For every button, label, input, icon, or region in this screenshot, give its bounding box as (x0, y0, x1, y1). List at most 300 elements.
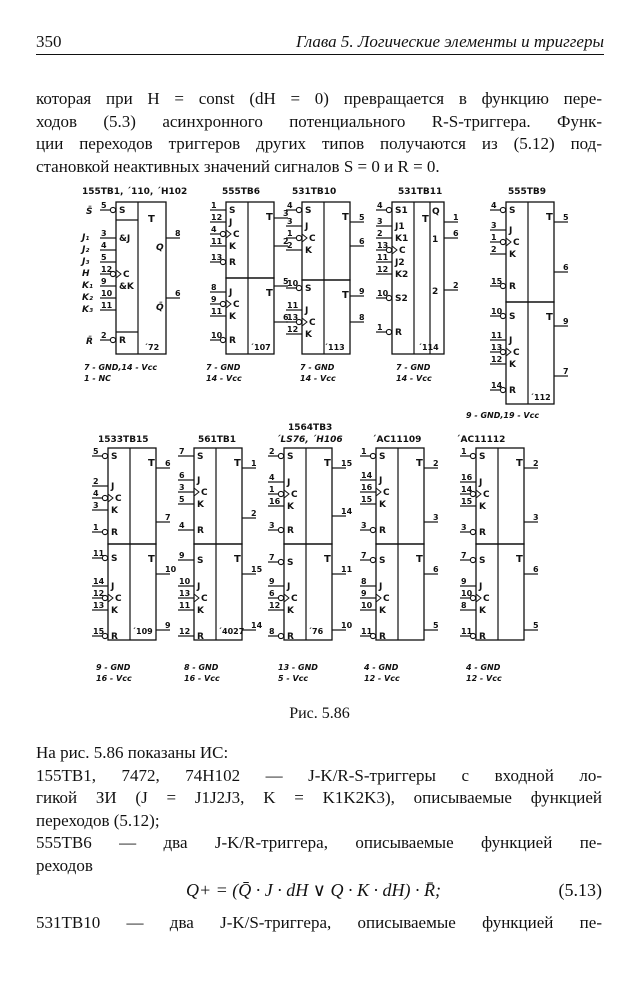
clock-mark (226, 230, 231, 238)
chip-note: 4 - GND (466, 663, 501, 672)
chip-note: 9 - GND (96, 663, 131, 672)
trigger-label: T (234, 554, 241, 565)
pin-number: 6 (453, 229, 459, 238)
pin-number: 12 (211, 213, 223, 222)
pin-label: &K (119, 282, 134, 292)
text-line: На рис. 5.86 показаны ИС: (36, 743, 229, 762)
pin-number: 12 (287, 325, 299, 334)
pin-number: 15 (491, 277, 503, 286)
pin-label: J1 (395, 222, 405, 232)
intro-paragraph (36, 88, 602, 178)
pin-number: 10 (377, 289, 389, 298)
clock-mark (284, 490, 289, 498)
chip-title: 531ТВ10 (292, 187, 337, 197)
trigger-label: T (148, 214, 155, 225)
pin-number: 15 (461, 497, 473, 506)
pin-label: J (229, 288, 233, 298)
inversion-bubble (370, 453, 375, 458)
pin-number: 11 (461, 627, 473, 636)
pin-label: S (305, 206, 312, 216)
inversion-bubble (278, 453, 283, 458)
pin-label: C (233, 300, 240, 310)
pin-label: K (479, 502, 486, 512)
pin-name: H (82, 269, 90, 279)
pin-number: 11 (179, 601, 191, 610)
pin-number: 3 (491, 221, 497, 230)
clock-mark (116, 270, 121, 278)
figure-caption: Рис. 5.86 (289, 705, 350, 722)
pin-number: 10 (361, 601, 373, 610)
pin-label: S1 (395, 206, 408, 216)
pin-label: J (509, 226, 513, 236)
chip-tag: ´4027 (218, 627, 245, 636)
pin-number: 2 (101, 331, 107, 340)
pin-number: 16 (269, 497, 281, 506)
pin-label: K1 (395, 234, 409, 244)
text-line: ции переходов триггеров других типов получаются из (5.12) под- (36, 134, 602, 153)
pin-number: 12 (491, 355, 503, 364)
chip-note: 14 - Vcc (396, 374, 432, 383)
clock-mark (476, 490, 481, 498)
pin-number: 13 (211, 253, 223, 262)
trigger-label: T (516, 458, 523, 469)
pin-label: S (197, 556, 204, 566)
pin-number: 5 (101, 201, 107, 210)
trigger-label: T (324, 458, 331, 469)
body-paragraph (36, 742, 602, 877)
equation-number: (5.13) (558, 880, 602, 900)
pin-name: K₁ (82, 281, 93, 291)
pin-label: J (379, 582, 383, 592)
chip-tag: ´109 (132, 627, 153, 636)
pin-number: 15 (93, 627, 105, 636)
inversion-bubble (110, 207, 115, 212)
pin-label: R (197, 632, 204, 642)
pin-number: 2 (283, 237, 289, 246)
pin-label: K (229, 242, 236, 252)
pin-label: R (111, 528, 118, 538)
pin-number: 1 (461, 447, 467, 456)
chip-note: 7 - GND (300, 363, 335, 372)
chip-title: 1533ТВ15 (98, 435, 149, 445)
inversion-bubble (110, 337, 115, 342)
pin-number: 9 (211, 295, 217, 304)
pin-label: J (305, 222, 309, 232)
chip-note: 4 - GND (364, 663, 399, 672)
chip-note: 12 - Vcc (466, 674, 502, 683)
inversion-bubble (278, 491, 283, 496)
pin-number: 3 (101, 229, 107, 238)
pin-number: 4 (287, 201, 293, 210)
pin-number: 6 (283, 313, 289, 322)
pin-number: 3 (461, 523, 467, 532)
pin-label: S2 (395, 294, 408, 304)
pin-number: 10 (165, 565, 177, 574)
pin-label: S (111, 452, 118, 462)
pin-label: R (287, 526, 294, 536)
pin-label: K2 (395, 270, 409, 280)
trigger-label: T (148, 554, 155, 565)
pin-number: 3 (179, 483, 185, 492)
pin-label: K (509, 250, 516, 260)
pin-number: 14 (461, 485, 473, 494)
pin-number: 13 (93, 601, 105, 610)
chip-note: 9 - GND,19 - Vcc (466, 411, 540, 420)
pin-number: 2 (433, 459, 439, 468)
pin-label: C (399, 246, 406, 256)
inversion-bubble (370, 527, 375, 532)
pin-number: 10 (341, 621, 353, 630)
pin-label: J2 (395, 258, 405, 268)
pin-number: 14 (361, 471, 373, 480)
pin-number: 6 (165, 459, 171, 468)
chip-note: 16 - Vcc (184, 674, 220, 683)
chip-title: 555ТВ6 (222, 187, 261, 197)
pin-label: J (287, 478, 291, 488)
pin-number: 2 (93, 477, 99, 486)
pin-number: 3 (269, 521, 275, 530)
pin-number: 3 (93, 501, 99, 510)
pin-number: 12 (269, 601, 281, 610)
pin-number: 12 (377, 265, 389, 274)
clock-mark (506, 238, 511, 246)
pin-number: 5 (101, 253, 107, 262)
pin-label: C (309, 234, 316, 244)
pin-number: 4 (101, 241, 107, 250)
inversion-bubble (500, 239, 505, 244)
pin-name: J₁ (82, 233, 90, 243)
clock-mark (194, 594, 199, 602)
chip-title: ´AC11109 (372, 435, 422, 445)
chip-tag: ´113 (324, 343, 345, 352)
inversion-bubble (470, 529, 475, 534)
pin-number: 11 (211, 307, 223, 316)
inversion-bubble (470, 557, 475, 562)
pin-label: R (395, 328, 402, 338)
pin-label: K (287, 502, 294, 512)
chip-note: 7 - GND (206, 363, 241, 372)
chapter-title: Глава 5. Логические элементы и триггеры (295, 32, 604, 51)
pin-label: S (509, 312, 516, 322)
pin-number: 4 (269, 473, 275, 482)
chip-note: 5 - Vcc (278, 674, 309, 683)
clock-mark (506, 348, 511, 356)
pin-label: R (287, 632, 294, 642)
pin-number: 14 (341, 507, 353, 516)
pin-number: 14 (491, 381, 503, 390)
pin-number: 8 (211, 283, 217, 292)
pin-number: 5 (433, 621, 439, 630)
pin-number: 5 (179, 495, 185, 504)
text-line: 531ТВ10 — два J-K/S-триггера, описываемые функцией пе- (36, 913, 602, 932)
pin-number: 16 (461, 473, 473, 482)
pin-number: 12 (101, 265, 113, 274)
pin-number: 6 (533, 565, 539, 574)
pin-number: 8 (175, 229, 181, 238)
pin-label: J (479, 582, 483, 592)
pin-number: 8 (461, 601, 467, 610)
trigger-label: T (516, 554, 523, 565)
pin-number: 13 (491, 343, 503, 352)
pin-number: 11 (377, 253, 389, 262)
clock-mark (302, 234, 307, 242)
pin-label: K (305, 246, 312, 256)
trigger-label: T (266, 288, 273, 299)
pin-number: 6 (359, 237, 365, 246)
trigger-label: T (416, 458, 423, 469)
pin-number: 3 (433, 513, 439, 522)
pin-label: C (383, 594, 390, 604)
pin-number: 11 (211, 237, 223, 246)
trigger-label: T (266, 212, 273, 223)
pin-number: 9 (101, 277, 107, 286)
pin-number: 10 (491, 307, 503, 316)
pin-label: K (287, 606, 294, 616)
pin-label: S (379, 556, 386, 566)
text-line: переходов (5.12); (36, 810, 160, 830)
pin-label: S (479, 452, 486, 462)
pin-label: S (509, 206, 516, 216)
pin-label: K (379, 606, 386, 616)
clock-mark (376, 594, 381, 602)
pin-number: 1 (491, 233, 497, 242)
pin-number: 1 (453, 213, 459, 222)
inversion-bubble (296, 207, 301, 212)
pin-number: 2 (377, 229, 383, 238)
trigger-label: T (422, 214, 429, 225)
pin-label: K (197, 500, 204, 510)
pin-label: K (509, 360, 516, 370)
pin-number: 1 (287, 229, 293, 238)
pin-number: 11 (287, 301, 299, 310)
chip-title: 561ТВ1 (198, 435, 237, 445)
pin-number: 7 (165, 513, 171, 522)
chip-note: 7 - GND,14 - Vcc (84, 363, 158, 372)
pin-number: 7 (269, 553, 275, 562)
pin-number: 4 (211, 225, 217, 234)
pin-number: 9 (165, 621, 171, 630)
chip-tag: ´114 (418, 343, 439, 352)
pin-number: 3 (377, 217, 383, 226)
pin-number: 10 (101, 289, 113, 298)
pin-number: 11 (491, 331, 503, 340)
trigger-label: T (546, 212, 553, 223)
pin-label: R (119, 336, 126, 346)
pin-number: 10 (211, 331, 223, 340)
pin-label: R (509, 282, 516, 292)
pin-number: 7 (563, 367, 569, 376)
chip-note: 14 - Vcc (300, 374, 336, 383)
chip-tag: ´107 (250, 343, 271, 352)
text-line: реходов (36, 855, 93, 875)
pin-number: 10 (287, 279, 299, 288)
inversion-bubble (386, 207, 391, 212)
pin-label: C (483, 490, 490, 500)
text-line: становкой неактивных значений сигналов S = 0 и R = 0. (36, 156, 440, 176)
pin-name: K₂ (82, 293, 93, 303)
pin-label: R (379, 526, 386, 536)
pin-number: 1 (361, 447, 367, 456)
pin-label: C (201, 488, 208, 498)
pin-label: R (479, 632, 486, 642)
pin-number: 14 (93, 577, 105, 586)
pin-label: S (479, 556, 486, 566)
pin-label: C (233, 230, 240, 240)
pin-label: C (513, 238, 520, 248)
clock-mark (284, 594, 289, 602)
pin-number: 7 (461, 551, 467, 560)
chip-title: 155ТВ1, ´110, ´H102 (82, 187, 188, 197)
trigger-label: T (148, 458, 155, 469)
pin-label: J (111, 582, 115, 592)
pin-label: J (287, 582, 291, 592)
pin-label: C (115, 494, 122, 504)
pin-number: 13 (179, 589, 191, 598)
pin-label: C (483, 594, 490, 604)
pin-number: 1 (269, 485, 275, 494)
chip-tag: ´72 (144, 343, 160, 352)
pin-number: 12 (93, 589, 105, 598)
pin-number: 6 (563, 263, 569, 272)
chip-title: 1564ТВ3 (288, 423, 333, 433)
pin-number: 3 (361, 521, 367, 530)
pin-number: 8 (361, 577, 367, 586)
pin-number: 1 (377, 323, 383, 332)
pin-number: 16 (361, 483, 373, 492)
inversion-bubble (470, 453, 475, 458)
text-line: которая при H = const (dH = 0) превращается в функцию пере- (36, 89, 602, 108)
pin-number: 15 (251, 565, 263, 574)
trigger-label: T (234, 458, 241, 469)
chip-tag: ´76 (308, 627, 324, 636)
chip-note: 8 - GND (184, 663, 219, 672)
inversion-bubble (278, 595, 283, 600)
pin-label: 1 (432, 235, 439, 245)
clock-mark (376, 488, 381, 496)
inversion-bubble (500, 207, 505, 212)
inversion-bubble (102, 495, 107, 500)
pin-number: 15 (341, 459, 353, 468)
pin-label: R (379, 632, 386, 642)
pin-number: 3 (283, 209, 289, 218)
pin-label: C (115, 594, 122, 604)
pin-label: J (379, 476, 383, 486)
pin-label: J (479, 478, 483, 488)
clock-mark (392, 246, 397, 254)
pin-label: Q̄ (156, 303, 164, 313)
pin-number: 13 (377, 241, 389, 250)
pin-number: 2 (269, 447, 275, 456)
pin-label: C (383, 488, 390, 498)
pin-number: 8 (269, 627, 275, 636)
pin-label: R (229, 258, 236, 268)
equation-expression: Q+ = (Q̄ · J · dH ∨ Q · K · dH) · R̄; (186, 880, 441, 900)
pin-label: S (379, 452, 386, 462)
clock-mark (302, 318, 307, 326)
clock-mark (108, 594, 113, 602)
pin-label: S (287, 558, 294, 568)
pin-label: K (229, 312, 236, 322)
clock-mark (194, 488, 199, 496)
pin-label: K (379, 500, 386, 510)
pin-number: 6 (179, 471, 185, 480)
pin-number: 9 (461, 577, 467, 586)
inversion-bubble (220, 301, 225, 306)
chip-title: ´LS76, ´H106 (276, 435, 343, 445)
trigger-label: T (546, 312, 553, 323)
pin-number: 11 (93, 549, 105, 558)
pin-label: K (305, 330, 312, 340)
pin-number: 15 (361, 495, 373, 504)
pin-number: 4 (93, 489, 99, 498)
pin-label: C (201, 594, 208, 604)
pin-label: Q (432, 207, 440, 217)
pin-label: C (309, 318, 316, 328)
pin-number: 9 (269, 577, 275, 586)
pin-number: 5 (563, 213, 569, 222)
pin-name: R̄ (86, 337, 93, 347)
pin-number: 10 (461, 589, 473, 598)
running-header (36, 30, 604, 55)
pin-number: 9 (359, 287, 365, 296)
chip-note: 16 - Vcc (96, 674, 132, 683)
chip-note: 7 - GND (396, 363, 431, 372)
chip-title: ´AC11112 (456, 435, 506, 445)
pin-label: S (119, 206, 126, 216)
chip-note: 12 - Vcc (364, 674, 400, 683)
inversion-bubble (278, 633, 283, 638)
pin-number: 4 (179, 521, 185, 530)
pin-label: J (229, 218, 233, 228)
pin-number: 6 (175, 289, 181, 298)
pin-label: &J (119, 234, 131, 244)
pin-label: J (305, 306, 309, 316)
pin-number: 2 (491, 245, 497, 254)
pin-label: S (305, 284, 312, 294)
chip-tag: ´112 (530, 393, 551, 402)
pin-number: 2 (533, 459, 539, 468)
pin-label: C (513, 348, 520, 358)
pin-label: R (111, 632, 118, 642)
pin-number: 11 (101, 301, 113, 310)
pin-number: 5 (359, 213, 365, 222)
clock-mark (226, 300, 231, 308)
pin-label: S (287, 452, 294, 462)
pin-number: 11 (361, 627, 373, 636)
pin-label: K (479, 606, 486, 616)
pin-number: 13 (287, 313, 299, 322)
chip-title: 531ТВ11 (398, 187, 443, 197)
pin-label: K (111, 606, 118, 616)
pin-name: K₃ (82, 305, 93, 315)
pin-number: 1 (93, 523, 99, 532)
inversion-bubble (102, 529, 107, 534)
pin-number: 9 (563, 317, 569, 326)
pin-label: S (197, 452, 204, 462)
pin-label: C (291, 594, 298, 604)
pin-number: 14 (251, 621, 263, 630)
trigger-label: T (324, 554, 331, 565)
text-line: 155ТВ1, 7472, 74H102 — J-K/R-S-триггеры с входной ло- (36, 765, 602, 785)
pin-number: 11 (341, 565, 353, 574)
chip-title: 555ТВ9 (508, 187, 547, 197)
chip-note: 14 - Vcc (206, 374, 242, 383)
pin-number: 12 (179, 627, 191, 636)
pin-number: 3 (533, 513, 539, 522)
pin-label: R (229, 336, 236, 346)
pin-label: J (111, 482, 115, 492)
pin-label: R (509, 386, 516, 396)
